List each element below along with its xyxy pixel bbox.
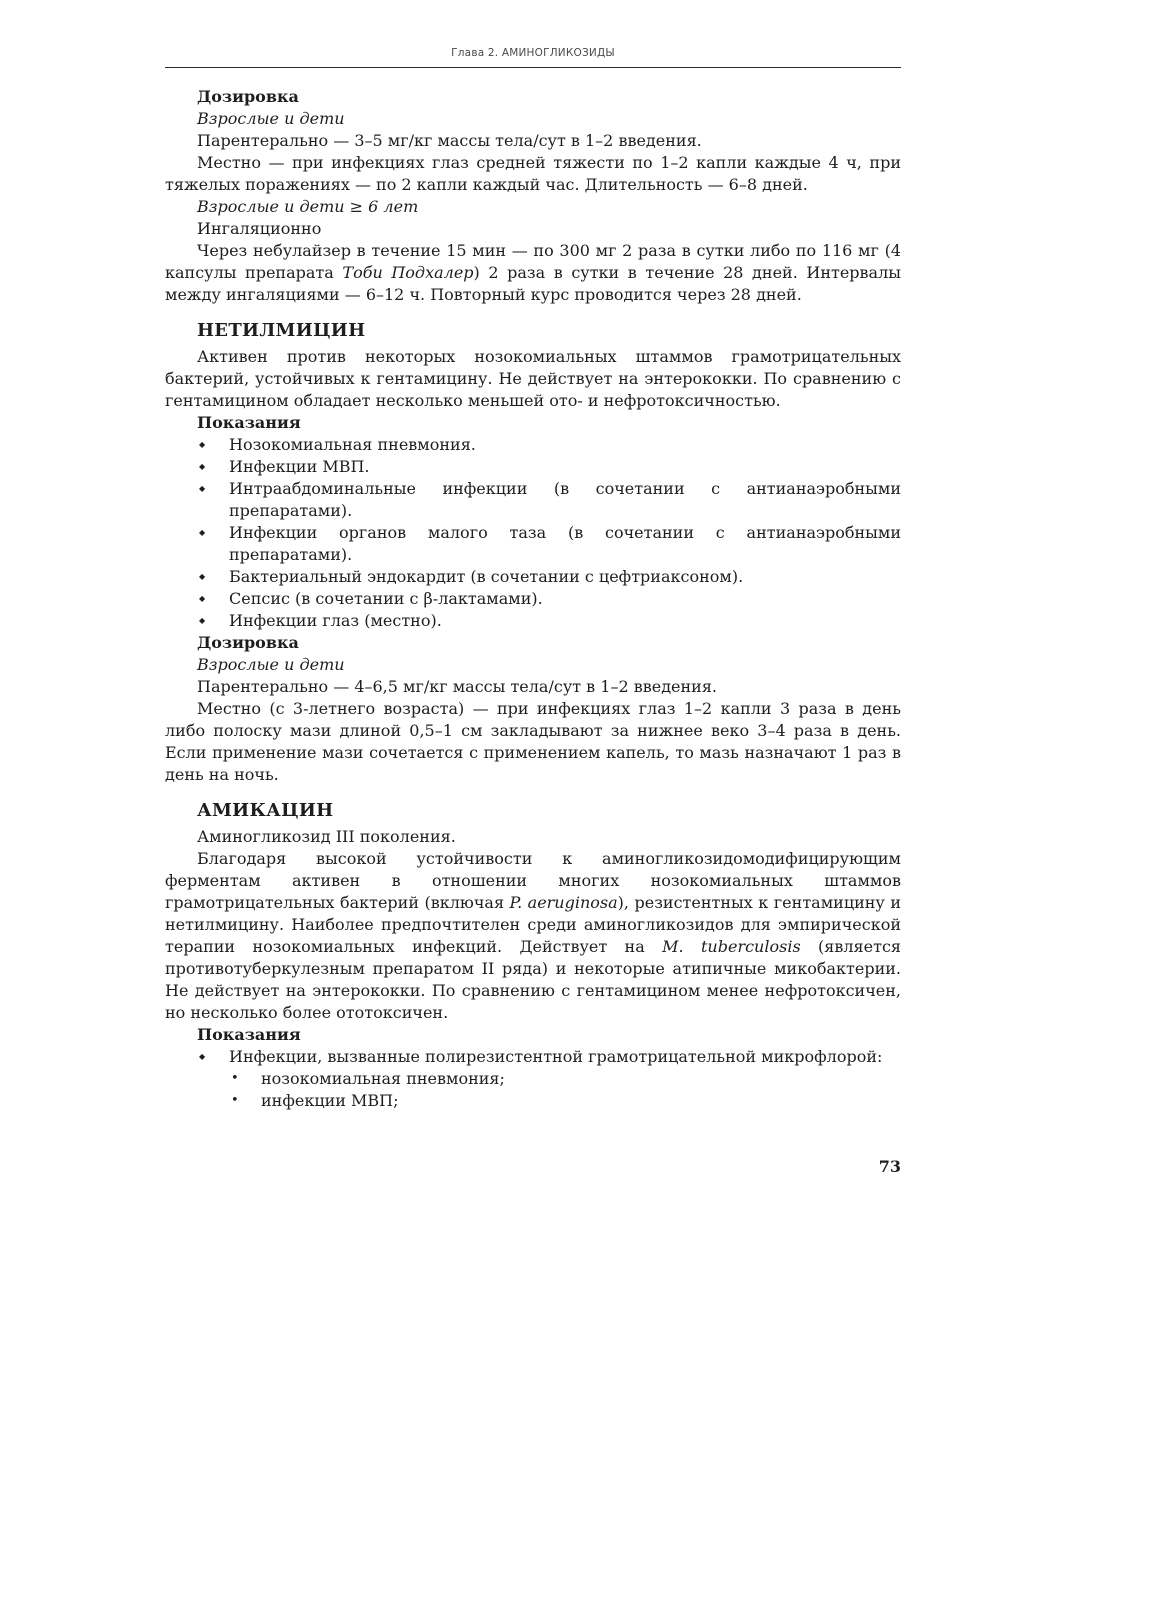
list-item: ◆ Инфекции органов малого таза (в сочетании с антианаэробными препаратами). <box>165 522 901 566</box>
amikacin-indications-list <box>165 1046 901 1068</box>
netilmicin-dosing-group: Взрослые и дети <box>197 655 345 674</box>
dosing-local: Местно — при инфекциях глаз средней тяжести по 1–2 капли каждые 4 ч, при тяжелых поражениях — по 2 капли каждый час. Длительность — 6–8 дней. <box>165 153 901 194</box>
section-title-amikacin: АМИКАЦИН <box>197 800 334 821</box>
running-head: Глава 2. АМИНОГЛИКОЗИДЫ <box>451 47 615 59</box>
amikacin-indications-heading: Показания <box>197 1025 301 1044</box>
dosing-parenteral: Парентерально — 3–5 мг/кг массы тела/сут в 1–2 введения. <box>197 131 702 150</box>
amikacin-desc-2: ), резистентных к гентамицину и нетилмицину. Наиболее предпочтителен среди аминогликозидов для эмпирической терапии нозокомиальных инфекций. Действует на <box>165 893 902 956</box>
list-item: • нозокомиальная пневмония; <box>165 1068 901 1090</box>
amikacin-description <box>165 848 901 1024</box>
list-item: ◆ Нозокомиальная пневмония. <box>165 434 901 456</box>
nebulizer-text-1: Через небулайзер в течение 15 мин — по 300 мг 2 раза в сутки либо по 116 мг (4 капсулы препарата <box>165 241 901 282</box>
organism-p-aeruginosa: P. aeruginosa <box>509 893 618 912</box>
header-rule <box>165 67 901 68</box>
organism-m-tuberculosis: M. tuberculosis <box>662 937 801 956</box>
amikacin-desc-1: Благодаря высокой устойчивости к аминогликозидомодифицирующим ферментам активен в отношении многих нозокомиальных штаммов грамотрицательных бактерий (включая <box>165 849 901 912</box>
list-item: • инфекции МВП; <box>165 1090 901 1112</box>
list-item: ◆ Инфекции, вызванные полирезистентной грамотрицательной микрофлорой: <box>165 1046 901 1068</box>
netilmicin-dosing-local: Местно (с 3-летнего возраста) — при инфекциях глаз 1–2 капли 3 раза в день либо полоску мази длиной 0,5–1 см закладывают за нижнее веко 3–4 раза в день. Если применение мази сочетается с применением капель, то мазь назначают 1 раз в день на ночь. <box>165 699 901 784</box>
page-body <box>165 86 901 1112</box>
list-item: ◆ Интраабдоминальные инфекции (в сочетании с антианаэробными препаратами). <box>165 478 901 522</box>
list-item: ◆ Инфекции глаз (местно). <box>165 610 901 632</box>
netilmicin-description: Активен против некоторых нозокомиальных штаммов грамотрицательных бактерий, устойчивых к гентамицину. Не действует на энтерококки. По сравнению с гентамицином обладает несколько меньшей ото- и нефротоксичностью. <box>165 347 901 410</box>
list-item: ◆ Бактериальный эндокардит (в сочетании с цефтриаксоном). <box>165 566 901 588</box>
netilmicin-indications-list <box>165 434 901 632</box>
list-item: ◆ Инфекции МВП. <box>165 456 901 478</box>
nebulizer-drug-name: Тоби Подхалер <box>342 263 474 282</box>
dosing-nebulizer <box>165 240 901 306</box>
section-title-netilmicin: НЕТИЛМИЦИН <box>197 320 366 341</box>
dosing-heading: Дозировка <box>197 87 299 106</box>
netilmicin-dosing-parenteral: Парентерально — 4–6,5 мг/кг массы тела/сут в 1–2 введения. <box>197 677 718 696</box>
netilmicin-indications-heading: Показания <box>197 413 301 432</box>
amikacin-generation: Аминогликозид III поколения. <box>197 827 456 846</box>
dosing-group-adults-children: Взрослые и дети <box>197 109 345 128</box>
netilmicin-dosing-heading: Дозировка <box>197 633 299 652</box>
dosing-group-adults-children-6: Взрослые и дети ≥ 6 лет <box>197 197 419 216</box>
amikacin-desc-3: (является противотуберкулезным препаратом II ряда) и некоторые атипичные микобактерии. Не действует на энтерококки. По сравнению с гентамицином менее нефротоксичен, но несколько более ототоксичен. <box>165 937 902 1022</box>
list-item: ◆ Сепсис (в сочетании с β-лактамами). <box>165 588 901 610</box>
nebulizer-text-2: ) 2 раза в сутки в течение 28 дней. Интервалы между ингаляциями — 6–12 ч. Повторный курс проводится через 28 дней. <box>165 263 901 304</box>
page-number: 73 <box>878 1157 901 1176</box>
dosing-inhalation-label: Ингаляционно <box>197 219 322 238</box>
amikacin-indications-sublist <box>165 1068 901 1112</box>
